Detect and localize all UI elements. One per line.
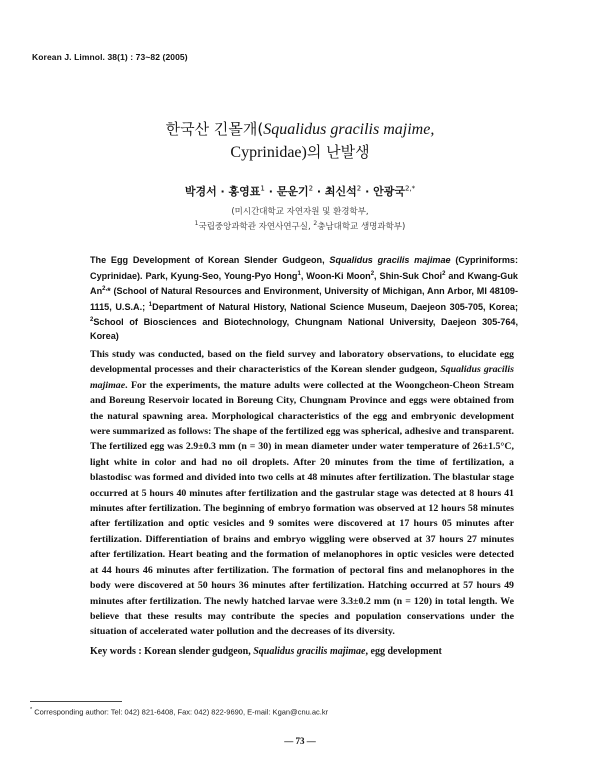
affiliation-line-1: (미시간대학교 자연자원 및 환경학부, (231, 207, 369, 217)
title-species-name: Squalidus gracilis majime, (263, 121, 435, 138)
affiliation-sup-1: 1 (194, 220, 199, 228)
keywords-tail: , egg development (365, 646, 442, 657)
en-sup-1: 1 (297, 270, 301, 277)
author-4-sup: 2 (356, 184, 362, 193)
en-title-authors-4: and Kwang-Guk An (90, 270, 518, 297)
affiliation-line-2 (0, 220, 600, 232)
en-title-species: Squalidus gracilis majimae (329, 255, 451, 265)
author-4: · 최신석 (313, 185, 357, 198)
author-3-sup: 2 (308, 184, 314, 193)
en-sup-2: 2 (370, 270, 375, 277)
abstract-text-2: . For the experiments, the mature adults were collected at the Woongcheon-Cheon Stream and Boreung Reservoir located in Boreung City, Chungnam Province and eggs were obtained from the natural spawning area. Morphological characteristics of the egg and embryonic development were summarized as follows: The shape of the fertilized egg was spherical, adhesive and transparent. The fertilized egg was 2.9±0.3 mm (n = 30) in mean diameter under water temperature of 26±1.5°C, light white in color and had no oil droplets. After 20 minutes from the time of fertilization, a blastodisc was formed and divided into two cells at 48 minutes after fertilization. The blastular stage occurred at 5 hours 40 minutes after fertilization and the gastrular stage was detected at 8 hours 41 minutes after fertilization. The beginning of embryo formation was observed at 12 hours 58 minutes after fertilization and optic vesicles and 9 somites were discovered at 17 hours 05 minutes after fertilization. Differentiation of brains and embryo wiggling were observed at 37 hours 27 minutes after fertilization. Heart beating and the formation of melanophores in optic vesicles were detected at 44 hours 46 minutes after fertilization. The formation of pectoral fins and melanophores in the body were discovered at 50 hours 36 minutes after fertilization. Hatching occurred at 57 hours 49 minutes after fertilization. The newly hatched larvae were 3.3±0.2 mm (n = 120) in total length. We believe that these results may contribute the species and population conservations under the situation of accelerated water pollution and the decreases of its diversity. (90, 379, 514, 638)
en-title-authors-2: , Woon-Ki Moon (300, 270, 371, 281)
en-title-text: The Egg Development of Korean Slender Gudgeon, (90, 255, 330, 265)
affiliation-sup-2: 2 (313, 220, 318, 228)
footnote-divider (30, 701, 122, 702)
keywords-label: Key words : Korean slender gudgeon, (90, 646, 254, 657)
en-affiliation-1: * (School of Natural Resources and Environment, University of Michigan, Ann Arbor, MI 48109-1115, U.S.A.; (90, 286, 518, 312)
en-sup-4: 2, (102, 286, 108, 293)
author-5: · 안광국 (361, 185, 405, 198)
author-list (0, 183, 600, 199)
footnote-mark: * (30, 707, 33, 713)
affiliation-2b: 충남대학교 생명과학부) (317, 222, 406, 232)
author-3: · 문운기 (264, 185, 309, 198)
affiliation-2a: 국립중앙과학관 자연사연구실, (198, 222, 314, 232)
journal-reference: Korean J. Limnol. 38(1) : 73~82 (2005) (32, 52, 188, 62)
footnote-text: Corresponding author: Tel: 042) 821-6408, Fax: 042) 822-9690, E-mail: Kgan@cnu.ac.kr (32, 707, 329, 717)
keywords (90, 646, 520, 657)
en-sup-5: 1 (148, 301, 153, 308)
title-family-name: Cyprinidae) (230, 144, 307, 161)
author-5-sup: 2,* (404, 184, 416, 193)
en-title-authors-3: , Shin-Suk Choi (374, 270, 443, 281)
author-2-sup: 1 (260, 184, 265, 193)
abstract-body (90, 347, 514, 640)
keywords-species: Squalidus gracilis majimae (253, 646, 366, 657)
title-line-2 (0, 141, 600, 164)
title-line-1 (0, 118, 600, 141)
abstract-species: Squalidus gracilis majimae (90, 364, 515, 391)
en-sup-3: 2 (442, 270, 446, 277)
title-korean-part: 한국산 긴몰개( (165, 120, 264, 138)
author-1-2: 박경서 · 홍영표 (184, 185, 261, 198)
abstract-text-1: This study was conducted, based on the field survey and laboratory observations, to elucidate egg developmental processes and their characteristics of the Korean slender gudgeon, (90, 349, 514, 376)
title-korean-suffix: 의 난발생 (306, 143, 370, 161)
en-affiliation-3: School of Biosciences and Biotechnology, Chungnam National University, Daejeon 305-764, Korea) (90, 317, 518, 342)
page-number: — 73 — (284, 736, 316, 746)
en-affiliation-2: Department of Natural History, National Science Museum, Daejeon 305-705, Korea; (152, 301, 518, 312)
footnote (30, 707, 328, 717)
english-title-block (90, 254, 518, 344)
en-sup-6: 2 (90, 317, 94, 324)
en-title-authors-1: (Cypriniforms: Cyprinidae). Park, Kyung-Seo, Young-Pyo Hong (90, 255, 518, 281)
